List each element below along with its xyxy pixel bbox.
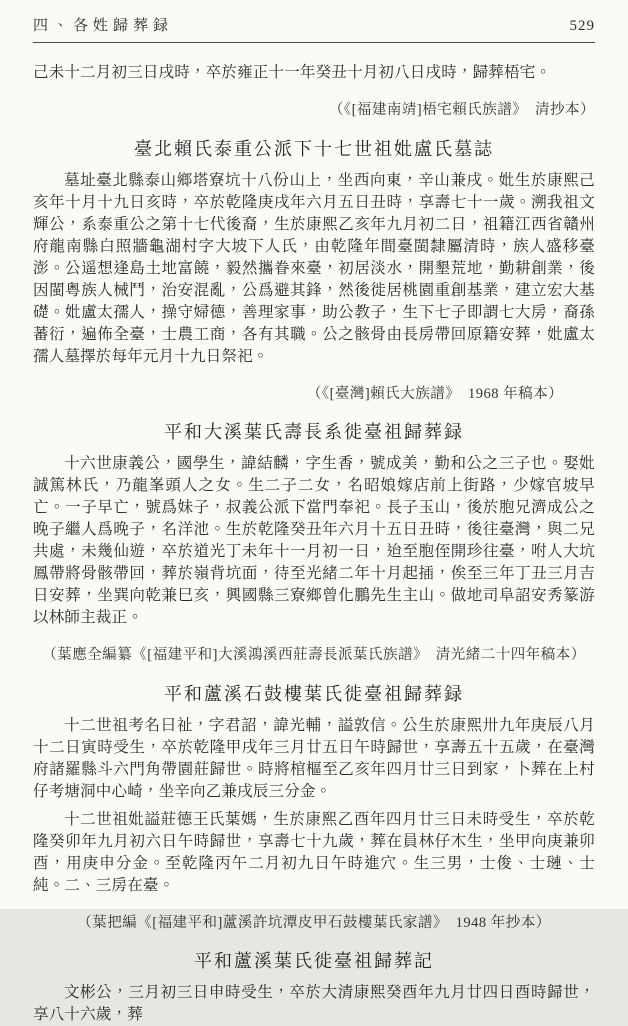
body-paragraph: 文彬公，三月初三日申時受生，卒於大清康熙癸酉年九月廿四日酉時歸世，享八十六歲，葬 — [33, 984, 595, 1023]
continuation-paragraph: 己未十二月初三日戌時，卒於雍正十一年癸丑十月初八日戌時，歸葬梧宅。 — [33, 64, 552, 81]
body-paragraph: 墓址臺北縣泰山鄉塔寮坑十八份山上，坐西向東，辛山兼戌。妣生於康熙己亥年十月十九日亥時，卒於乾隆庚戌年六月五日丑時，享壽七十一歲。溯我祖文輝公，系泰重公之第十七代後裔，生於康熙乙亥年九月初二日，祖籍江西省贛州府龍南縣白照牆龜湖村字大坡下人氏，由乾隆年間臺閩隸屬清時，族人盛移臺澎。公遥想逢島土地富饒，毅然攜眷來臺，初居淡水，開墾荒地，勤耕創業，後因閩粤族人械鬥，治安混亂，公爲避其鋒，然後徙居桃園重創基業，建立宏大基礎。妣盧太孺人，操守婦德，善理家事，助公教子，生下七子即謂七大房，裔孫蕃衍，遍佈全臺，士農工商，各有其職。公之骸骨由長房帶回原籍安葬，妣盧太孺人墓擇於每年元月十九日祭祀。 — [33, 171, 595, 365]
section-heading: 臺北賴氏泰重公派下十七世祖妣盧氏墓誌 — [134, 138, 494, 159]
source-citation: （葉應全編纂《[福建平和]大溪鴻溪西莊壽長派葉氏族譜》 清光緒二十四年稿本） — [42, 647, 586, 663]
source-citation: （《[臺灣]賴氏大族譜》 1968 年稿本） — [306, 385, 564, 402]
body-paragraph: 十二世祖考名曰祉，字君詔，諱光輔，謚敦信。公生於康熙卅九年庚辰八月十二日寅時受生，卒於乾隆甲戌年三月廿五日午時歸世，享壽五十五歲，在臺灣府諸羅縣斗六門角帶園莊歸世。時將棺樞至乙亥年四月廿三日到家，卜葬在上村仔考塘洞中心崎，坐辛向乙兼戌辰三分金。 — [33, 716, 595, 800]
source-citation: （《[福建南靖]梧宅賴氏族譜》 清抄本） — [328, 102, 595, 118]
body-paragraph: 十二世祖妣謚莊德王氏葉媽，生於康熙乙酉年四月廿三日未時受生，卒於乾隆癸卯年九月初六日午時歸世，享壽七十九歲，葬在員林仔木生，坐甲向庚兼卯酉，用庚申分金。至乾隆丙午二月初九日午時進穴。生三男，士俊、士璉、士純。二、三房在臺。 — [33, 810, 595, 894]
section-heading: 平和蘆溪石鼓樓葉氏徙臺祖歸葬録 — [164, 683, 464, 704]
source-citation: （葉把編《[福建平和]蘆溪許坑潭皮甲石鼓樓葉氏家譜》 1948 年抄本） — [77, 914, 551, 931]
section-heading: 平和蘆溪葉氏徙臺祖歸葬記 — [194, 951, 434, 971]
page-number: 529 — [569, 18, 595, 34]
page-header — [33, 14, 595, 43]
body-paragraph: 十六世康義公，國學生，諱結麟，字生香，號成美，勤和公之三子也。娶妣誠篤林氏，乃龍峯頭人之女。生二子二女，名昭娘嫁店前上街路，少嫁官坡早亡。一子早亡，號爲妹子，叔義公派下當門奉祀。長子玉山，後於胞兄濟成公之晚子繼人爲晚子，名洋池。生於乾隆癸丑年六月十五日丑時，後往臺灣，與二兄共處，未幾仙遊，卒於道光丁未年十一月初一日，迨至胞侄開珍往臺，咐人大坑鳳帶將骨骸帶回，葬於嶺背坑面，待至光緒二年十月起插，俟至三年丁丑三月吉日安葬，坐巽向乾兼巳亥，興國縣三寮鄉曾化鵬先生主山。做地司阜詔安秀篆游以林師主裁正。 — [33, 455, 595, 626]
section-heading: 平和大溪葉氏壽長系徙臺祖歸葬録 — [164, 422, 464, 442]
running-title: 四、各姓歸葬録 — [33, 18, 174, 34]
